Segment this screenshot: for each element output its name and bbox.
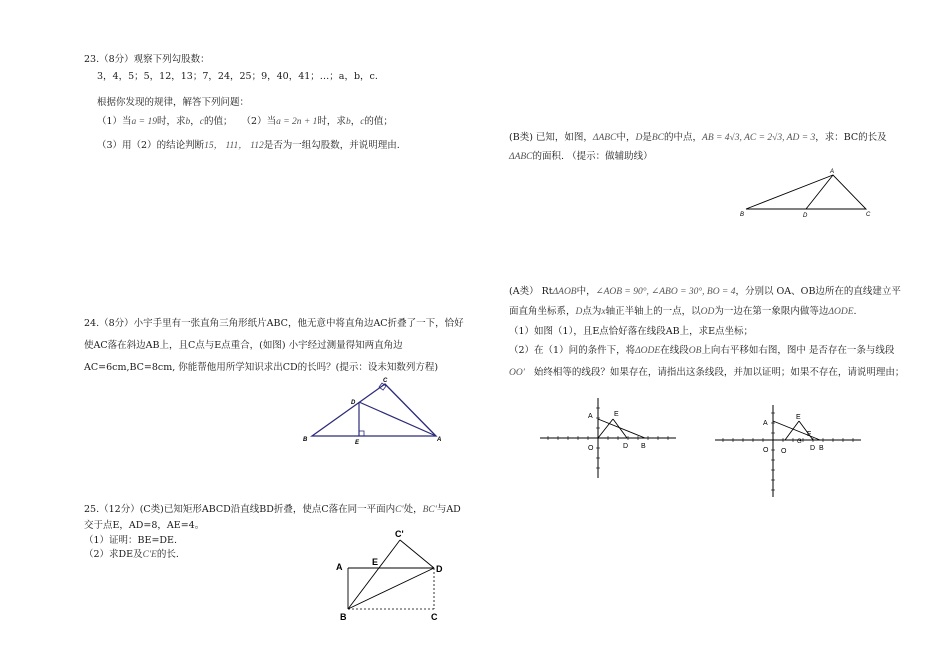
qb-label-d: D [803,213,808,219]
q25-line1-text: 25.（12分）(C类)已知矩形ABCD沿直线BD折叠，使点C落在同一平面内 [84,504,396,515]
qa-line2-end: . [853,306,857,317]
q24-label-d: D [351,400,356,406]
q25-label-b: B [340,612,347,622]
q24-line2: 使AC落在斜边AB上，且C点与E点重合，(如图) 小宇经过测量得知两直角边 [84,340,403,351]
qa-line2-x: x [601,307,606,317]
q25-line1 [84,504,461,516]
qb-line1-d: D [635,133,643,143]
qa-line3: （1）如图（1），且E点恰好落在线段AB上，求E点坐标； [509,326,754,337]
qa-fig2-label-d: D [810,445,816,452]
qa-line4 [509,345,894,357]
q25-line4-prefix: （2）求DE及 [84,549,143,560]
qb-line1-mid2: 是 [642,132,652,143]
q23-part1: （1）当a = 19时，求b，c的值； （2）当a = 2n + 1时，求b，c的值； [97,116,393,127]
qb-line1-prefix: (B类) 已知，如图， [509,132,593,143]
qa-line1-mid: 中， [576,286,596,297]
qa-fig1-label-e: E [614,411,619,418]
q23-part3-prefix: （3）用（2）的结论判断 [97,140,205,151]
qb-line1-mid: 中， [616,132,636,143]
q23-part2-end: 的值； [364,116,393,127]
qa-fig1-label-a: A [588,413,593,420]
q24-label-b: B [303,437,308,443]
qa-line1 [509,286,901,298]
q24-line3: AC=6cm,BC=8cm, 你能帮他用所学知识求出CD的长吗？(提示：设未知数列方程) [84,362,439,373]
qa-line2-mid3: 为一边在第一象限内做等边 [714,306,829,317]
q25-label-d: D [436,564,443,574]
q23-part1-b: b [185,117,191,127]
qa-line4-ob: OB [688,346,702,356]
q24-label-e: E [355,440,360,446]
q24-figure [300,376,450,446]
q23-title: 23.（8分）观察下列勾股数： [84,54,210,65]
qa-line2-od: OD [700,307,715,317]
q23-part3-nums: 15， 111， 112 [204,141,264,151]
q23-sequence: 3，4，5；5，12，13；7，24，25；9，40，41；…；a，b，c. [97,71,378,82]
qb-triangle [746,175,866,209]
qa-figure-2 [713,405,863,500]
q24-label-a: A [437,437,442,443]
qa-line2-prefix: 面直角坐标系， [509,306,576,317]
q25-line1-end: 与AD [436,504,461,515]
qa-line4-end: 上向右平移如右图，图中 是否存在一条与线段 [701,345,895,356]
q23-part1-expr: a = 19 [131,117,157,127]
qa-line1-tri: ΔAOB [552,287,577,297]
qb-line1-end: ，求：BC的长及 [815,132,887,143]
q23-part1-c: c [199,117,204,127]
qb-line2 [509,151,653,163]
q25-line4-end: 的长. [156,549,179,560]
q23-part3 [97,140,400,152]
qa-fig2-label-f: F [807,431,812,438]
q25-edge-bc-prime [348,540,400,609]
qa-fig2-label-o-prime: O [781,448,787,455]
qa-line1-prefix: (A类） Rt [509,286,553,297]
qb-label-b: B [740,212,745,218]
qa-figure-1 [538,398,678,478]
q25-label-c-prime: C' [395,529,404,539]
qa-line5 [509,367,904,379]
qb-label-a: A [830,169,835,175]
q24-line1: 24.（8分）小宇手里有一张直角三角形纸片ABC，他无意中将直角边AC折叠了一下，恰好 [84,318,464,329]
q25-label-e: E [372,557,379,567]
qa-fig1-label-o: O [588,445,594,452]
q23-part2-mid: 时，求 [317,116,346,127]
qa-line4-prefix: （2）在（1）问的条件下，将 [509,345,636,356]
qa-fig2-label-a: A [763,420,768,427]
q25-line4-ce: C′E [142,550,157,560]
q25-line3: （1）证明：BE=DE. [84,535,177,546]
q23-part3-end: 是否为一组勾股数，并说明理由. [263,140,400,151]
qa-fig1-segment-ed [613,419,627,438]
qa-line4-tri: ΔODE [635,346,661,356]
q24-fold-da [359,402,436,436]
qb-line1-bc: BC [651,133,664,143]
qa-line1-end: ，分别以 OA、OB边所在的直线建立平 [735,286,901,297]
q25-edge-bd [348,568,434,609]
q25-line2: 交于点E，AD=8，AE=4。 [84,520,205,531]
q23-part2-prefix: （2）当 [241,116,277,127]
q23-part2-expr: a = 2n + 1 [276,117,318,127]
qa-fig1-label-d: D [623,443,629,450]
qb-line1-mid3: 的中点， [664,132,703,143]
qa-line5-end: 始终相等的线段？如果存在，请指出这条线段，并加以证明；如果不存在，请说明理由； [533,367,905,378]
qb-line2-end: 的面积. （提示：做辅助线） [532,151,653,162]
qa-line1-expr: ∠AOB = 90°, ∠ABO = 30°, BO = 4 [595,287,736,297]
q23-part2-c: c [360,117,365,127]
qa-line2-tri: ΔODE [828,307,854,317]
qa-fig1-label-b: B [641,443,646,450]
q25-line4 [84,549,179,561]
qa-line2-mid: 点为 [582,306,602,317]
q23-part1-mid: 时，求 [156,116,186,127]
qb-figure [736,165,876,220]
q23-instruction: 根据你发现的规律，解答下列问题： [97,97,250,108]
q25-line1-bc: BC′ [422,505,437,515]
qa-fig2-label-o: O [763,447,769,454]
q24-label-c: C [383,378,388,384]
qa-line2-d: D [575,307,583,317]
qa-fig2-label-g: G [797,439,802,445]
qa-fig2-label-e: E [796,414,801,421]
qa-fig2-label-b: B [819,445,824,452]
q23-part1-prefix: （1）当 [97,116,132,127]
qb-line1-tri: ΔABC [592,133,617,143]
qa-line2-mid2: 轴正半轴上的一点，以 [605,306,701,317]
q25-label-c: C [431,612,438,622]
qa-line2 [509,306,857,318]
q23-part2-b: b [345,117,351,127]
q25-label-a: A [336,562,343,572]
q25-line1-c: C′ [395,505,404,515]
qa-line4-mid: 在线段 [660,345,689,356]
qb-label-c: C [866,212,871,218]
q25-line1-mid: 处， [403,504,423,515]
qb-line2-tri: ΔABC [509,152,533,162]
q25-edge-dc-prime [400,540,434,568]
qb-line1-expr: AB = 4√3, AC = 2√3, AD = 3 [702,133,816,143]
q24-right-angle-e [359,431,364,436]
qb-line1 [509,132,887,144]
q25-figure [330,526,460,626]
q23-part1-end: 的值； [203,116,233,127]
qa-line5-oo: OO′ [509,368,525,378]
